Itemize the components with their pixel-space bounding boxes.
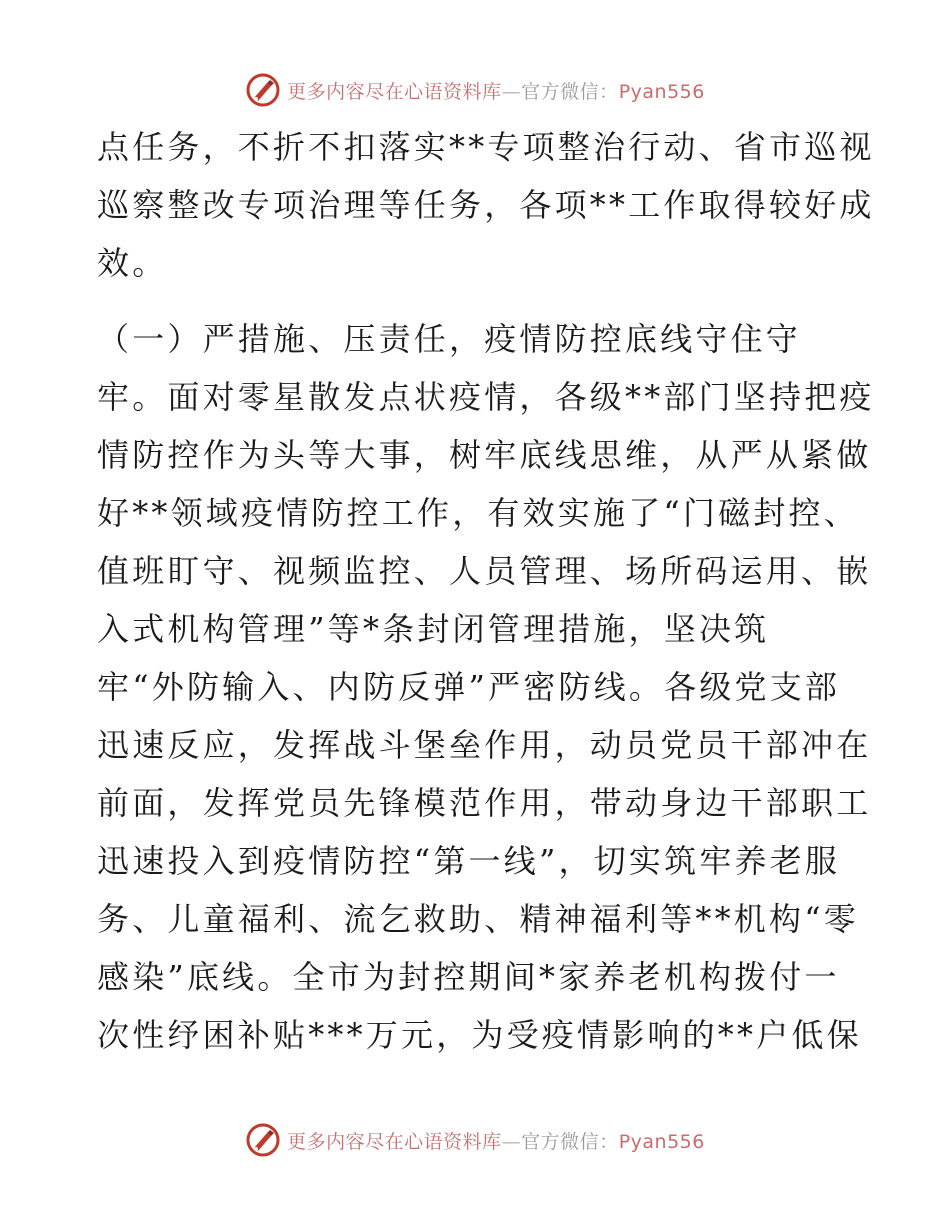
banner-wechat-handle: Pyan556: [618, 80, 705, 103]
footer-watermark-banner: [0, 1120, 950, 1160]
text-line: 值班盯守、视频监控、人员管理、场所码运用、嵌: [97, 552, 872, 590]
text-line: 情防控作为头等大事，树牢底线思维，从严从紧做: [97, 436, 872, 474]
paragraph-2: [97, 310, 875, 1064]
banner-separator: —: [501, 80, 522, 103]
text-line: 迅速投入到疫情防控“第一线”，切实筑牢养老服: [97, 842, 841, 880]
text-line: 入式机构管理”等*条封闭管理措施，坚决筑: [97, 610, 770, 648]
text-line: 牢。面对零星散发点状疫情，各级**部门坚持把疫: [97, 378, 875, 416]
pen-logo-icon: [245, 1122, 281, 1158]
document-body: [97, 118, 875, 1064]
text-line: 次性纾困补贴***万元，为受疫情影响的**户低保: [97, 1016, 862, 1054]
text-line: 务、儿童福利、流乞救助、精神福利等**机构“零: [97, 900, 859, 938]
banner-wechat-label: 官方微信：: [521, 80, 619, 103]
text-line: 效。: [97, 244, 168, 282]
banner-separator: —: [501, 1130, 522, 1153]
banner-text: [287, 77, 705, 104]
banner-wechat-handle: Pyan556: [618, 1130, 705, 1153]
banner-wechat-label: 官方微信：: [521, 1130, 619, 1153]
paragraph-1: [97, 118, 875, 292]
paragraph-gap: [97, 292, 857, 310]
text-line: 点任务，不折不扣落实**专项整治行动、省市巡视: [97, 128, 875, 166]
banner-site-name: 更多内容尽在心语资料库: [287, 1130, 502, 1153]
text-line: 牢“外防输入、内防反弹”严密防线。各级党支部: [97, 668, 841, 706]
text-line: 感染”底线。全市为封控期间*家养老机构拨付一: [97, 958, 840, 996]
pen-logo-icon: [245, 72, 281, 108]
text-line: 好**领域疫情防控工作，有效实施了“门磁封控、: [97, 494, 859, 532]
text-line: 迅速反应，发挥战斗堡垒作用，动员党员干部冲在: [97, 726, 872, 764]
header-watermark-banner: [0, 70, 950, 110]
banner-site-name: 更多内容尽在心语资料库: [287, 80, 502, 103]
text-line: 巡察整改专项治理等任务，各项**工作取得较好成: [97, 186, 875, 224]
section-heading-line: （一）严措施、压责任，疫情防控底线守住守: [97, 320, 802, 358]
banner-text: [287, 1127, 705, 1154]
text-line: 前面，发挥党员先锋模范作用，带动身边干部职工: [97, 784, 872, 822]
